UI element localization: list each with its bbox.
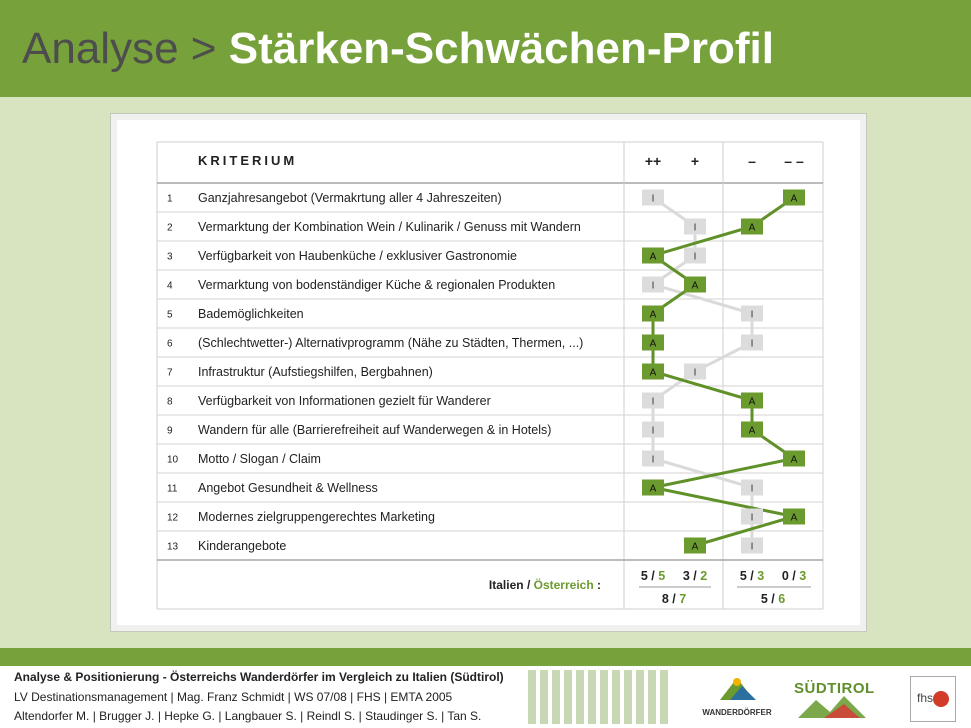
italy-marker-label: I (651, 193, 655, 205)
footer-line-3: Altendorfer M. | Brugger J. | Hepke G. | Langbauer S. | Reindl S. | Staudinger S. | Tan S. (14, 709, 482, 723)
rating-header-1: + (690, 153, 700, 169)
logo-suedtirol-text: SÜDTIROL (794, 680, 875, 697)
total-minusminus-part: / (788, 569, 800, 583)
austria-marker-label: A (790, 512, 798, 524)
austria-marker-label: A (649, 338, 657, 350)
criterion-label: Verfügbarkeit von Informationen gezielt für Wanderer (198, 394, 491, 408)
rating-header-0: ++ (644, 153, 662, 169)
austria-marker-label: A (649, 367, 657, 379)
row-number: 8 (167, 396, 173, 408)
criterion-label: Angebot Gesundheit & Wellness (198, 481, 378, 495)
row-number: 7 (167, 367, 173, 379)
row-number: 4 (167, 280, 173, 292)
italy-marker-label: I (651, 454, 655, 466)
footer-line-2: LV Destinationsmanagement | Mag. Franz Schmidt | WS 07/08 | FHS | EMTA 2005 (14, 690, 453, 704)
row-number: 5 (167, 309, 173, 321)
total-minus-sum (761, 592, 785, 606)
italy-marker-label: I (651, 280, 655, 292)
criterion-label: (Schlechtwetter-) Alternativprogramm (Nähe zu Städten, Thermen, ...) (198, 336, 584, 350)
row-number: 3 (167, 251, 173, 263)
italy-marker-label: I (651, 396, 655, 408)
total-minus (740, 569, 764, 583)
total-minus-part: 3 (757, 569, 765, 583)
criterion-label: Infrastruktur (Aufstiegshilfen, Bergbahnen) (198, 365, 433, 379)
row-number: 13 (167, 541, 179, 553)
criterion-label: Vermarktung von bodenständiger Küche & regionalen Produkten (198, 278, 556, 292)
barcode-decoration (528, 670, 678, 724)
criterion-label: Ganzjahresangebot (Vermakrtung aller 4 Jahreszeiten) (198, 191, 502, 205)
total-plusplus-part: 5 (640, 569, 648, 583)
total-plus-part: 2 (700, 569, 708, 583)
austria-marker-label: A (790, 454, 798, 466)
total-minusminus (782, 569, 806, 583)
totals-label-part: / (523, 578, 534, 592)
row-number: 2 (167, 222, 173, 234)
italy-marker-label: I (693, 251, 697, 263)
kriterium-header: KRITERIUM (198, 153, 298, 168)
austria-marker-label: A (748, 396, 756, 408)
total-minus-part: / (746, 569, 758, 583)
austria-marker-label: A (649, 483, 657, 495)
criterion-label: Verfügbarkeit von Haubenküche / exklusiver Gastronomie (198, 249, 517, 263)
criterion-label: Motto / Slogan / Claim (198, 452, 321, 466)
profile-chart (111, 114, 866, 631)
total-plusplus-part: 5 (658, 569, 666, 583)
wanderdoerfer-logo (700, 670, 774, 724)
total-plus (683, 569, 707, 583)
criterion-label: Bademöglichkeiten (198, 307, 304, 321)
suedtirol-logo (790, 674, 874, 722)
total-minusminus-part: 0 (781, 569, 789, 583)
rating-header-2: – (748, 153, 756, 169)
row-number: 1 (167, 193, 173, 205)
footer-band (0, 648, 971, 666)
total-minusminus-part: 3 (799, 569, 807, 583)
austria-marker-label: A (649, 251, 657, 263)
italy-marker-label: I (750, 541, 754, 553)
rating-header-3: – – (784, 153, 804, 169)
italy-marker-label: I (750, 338, 754, 350)
row-number: 11 (167, 483, 178, 495)
logo-wanderdoerfer-text: WANDERDÖRFER (702, 708, 772, 717)
criterion-label: Modernes zielgruppengerechtes Marketing (198, 510, 435, 524)
total-minus-part: 5 (739, 569, 747, 583)
italy-marker-label: I (750, 483, 754, 495)
logo-fhs-text: fhs (917, 691, 934, 705)
totals-label-part: : (593, 578, 601, 592)
totals-label-part: Österreich (533, 578, 594, 592)
page-title (22, 22, 774, 76)
austria-marker-label: A (748, 222, 756, 234)
italy-marker-label: I (750, 309, 754, 321)
total-plus-sum-part: 8 (661, 592, 669, 606)
italy-marker-label: I (651, 425, 655, 437)
title-prefix: Analyse (22, 24, 179, 73)
austria-marker-label: A (691, 541, 699, 553)
total-minus-sum-part: 6 (778, 592, 786, 606)
austria-marker-label: A (790, 193, 798, 205)
criterion-label: Kinderangebote (198, 539, 287, 553)
total-plus-sum-part: 7 (679, 592, 687, 606)
italy-marker-label: I (693, 367, 697, 379)
totals-label (489, 577, 601, 592)
austria-marker-label: A (748, 425, 756, 437)
title-main: Stärken-Schwächen-Profil (228, 24, 774, 73)
total-plusplus-part: / (647, 569, 659, 583)
row-number: 9 (167, 425, 173, 437)
total-minus-sum-part: 5 (760, 592, 768, 606)
total-plus-sum-part: / (668, 592, 680, 606)
chart-frame (110, 113, 867, 632)
italy-marker-label: I (693, 222, 697, 234)
austria-marker-label: A (691, 280, 699, 292)
total-plus-sum (662, 592, 686, 606)
row-number: 10 (167, 454, 179, 466)
row-number: 6 (167, 338, 173, 350)
total-plus-part: / (689, 569, 701, 583)
title-separator: > (190, 24, 217, 73)
total-minus-sum-part: / (767, 592, 779, 606)
footer-line-1: Analyse & Positionierung - Österreichs Wanderdörfer im Vergleich zu Italien (Südtirol) (14, 670, 504, 684)
total-plusplus (641, 569, 665, 583)
criterion-label: Vermarktung der Kombination Wein / Kulinarik / Genuss mit Wandern (198, 220, 581, 234)
italy-marker-label: I (750, 512, 754, 524)
totals-label-part: Italien (488, 578, 524, 592)
row-number: 12 (167, 512, 179, 524)
fhs-logo (910, 676, 956, 722)
criterion-label: Wandern für alle (Barrierefreiheit auf Wanderwegen & in Hotels) (198, 423, 552, 437)
austria-marker-label: A (649, 309, 657, 321)
total-plus-part: 3 (682, 569, 690, 583)
